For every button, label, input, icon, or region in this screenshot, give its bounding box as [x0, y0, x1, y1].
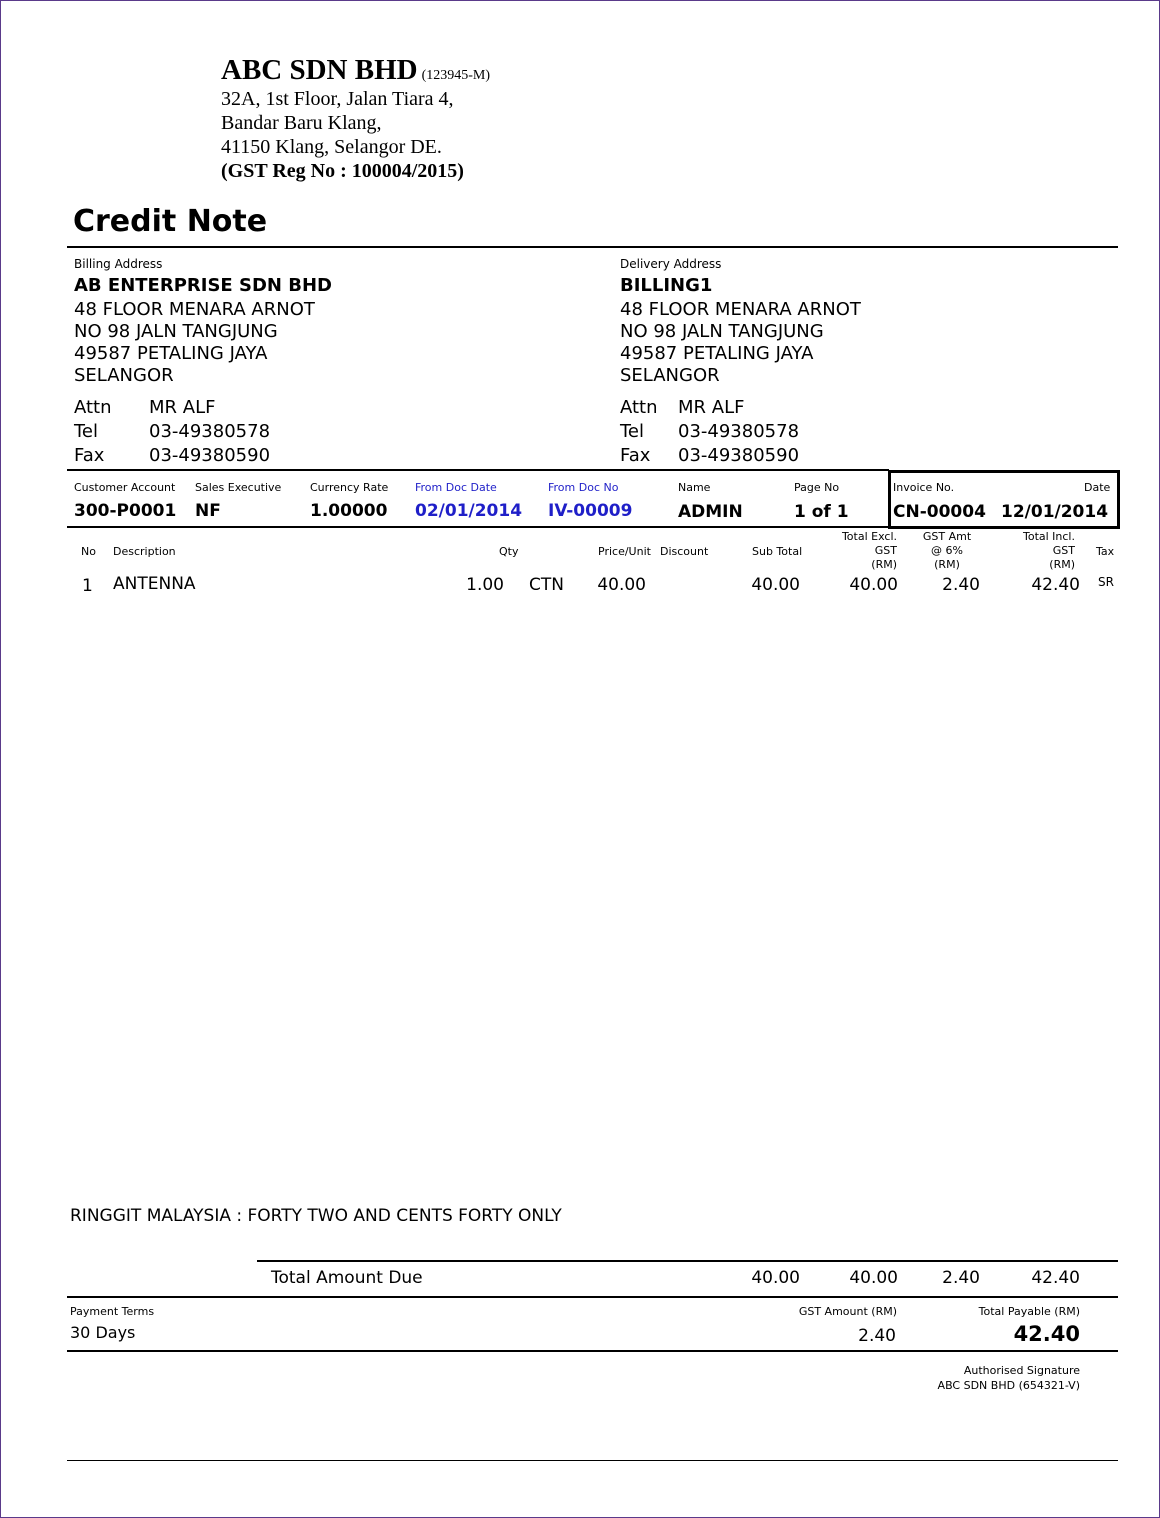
- billing-line1: 48 FLOOR MENARA ARNOT: [74, 299, 315, 320]
- billing-line4: SELANGOR: [74, 365, 174, 386]
- row-description: ANTENNA: [113, 574, 196, 594]
- col-total-excl-line1: Total Excl.: [841, 530, 897, 543]
- total-incl-gst: 42.40: [1031, 1268, 1080, 1288]
- col-total-incl-line2: GST: [1052, 544, 1075, 557]
- company-name: ABC SDN BHD: [221, 54, 418, 86]
- company-address-line2: Bandar Baru Klang,: [221, 112, 382, 134]
- invoice-no: CN-00004: [893, 502, 986, 522]
- company-address-line3: 41150 Klang, Selangor DE.: [221, 136, 442, 158]
- invoice-no-label: Invoice No.: [893, 481, 955, 494]
- billing-tel-label: Tel: [74, 421, 99, 442]
- from-doc-no-label: From Doc No: [548, 481, 619, 494]
- totals-bottom-divider: [67, 1296, 1118, 1298]
- gst-amount-label: GST Amount (RM): [798, 1305, 897, 1318]
- company-reg-no: (123945-M): [421, 68, 491, 83]
- total-payable: 42.40: [1013, 1322, 1080, 1346]
- delivery-line3: 49587 PETALING JAYA: [620, 343, 814, 364]
- total-gst-amt: 2.40: [942, 1268, 980, 1288]
- col-total-incl: [1000, 530, 1075, 572]
- delivery-line2: NO 98 JALN TANGJUNG: [620, 321, 824, 342]
- delivery-tel-label: Tel: [620, 421, 645, 442]
- company-gst-reg: (GST Reg No : 100004/2015): [221, 160, 464, 182]
- row-price-unit: 40.00: [597, 575, 646, 595]
- authorised-signature-label: Authorised Signature: [963, 1364, 1080, 1377]
- col-qty: Qty: [499, 545, 519, 558]
- sales-exec-label: Sales Executive: [195, 481, 282, 494]
- col-gst-amt-line2: @ 6%: [931, 544, 963, 557]
- total-excl-gst: 40.00: [849, 1268, 898, 1288]
- delivery-line1: 48 FLOOR MENARA ARNOT: [620, 299, 861, 320]
- row-tax: SR: [1098, 575, 1114, 589]
- row-total-excl: 40.00: [849, 575, 898, 595]
- footer-divider: [67, 1350, 1118, 1352]
- date-label: Date: [1084, 481, 1111, 494]
- col-discount: Discount: [660, 545, 709, 558]
- col-total-excl: [820, 530, 897, 572]
- col-gst-amt: [912, 530, 982, 572]
- signature-line: [67, 1460, 1118, 1461]
- billing-line3: 49587 PETALING JAYA: [74, 343, 268, 364]
- info-top-divider: [67, 469, 889, 471]
- col-description: Description: [113, 545, 176, 558]
- company-header: [221, 54, 490, 87]
- delivery-address-label: Delivery Address: [620, 257, 722, 271]
- payment-terms: 30 Days: [70, 1323, 136, 1342]
- from-doc-date: 02/01/2014: [415, 501, 523, 521]
- sales-exec: NF: [195, 501, 221, 521]
- billing-attn-label: Attn: [74, 397, 112, 418]
- row-sub-total: 40.00: [751, 575, 800, 595]
- title-divider: [67, 246, 1118, 248]
- col-gst-amt-line3: (RM): [934, 558, 960, 571]
- delivery-name: BILLING1: [620, 275, 713, 296]
- signature-company: ABC SDN BHD (654321-V): [937, 1379, 1080, 1392]
- col-sub-total: Sub Total: [752, 545, 803, 558]
- gst-amount: 2.40: [858, 1326, 896, 1346]
- name-label: Name: [678, 481, 711, 494]
- col-tax: Tax: [1096, 545, 1115, 558]
- amount-in-words: RINGGIT MALAYSIA : FORTY TWO AND CENTS FORTY ONLY: [70, 1206, 562, 1226]
- col-total-excl-line2: GST: [874, 544, 897, 557]
- row-qty: 1.00: [466, 575, 504, 595]
- customer-account-label: Customer Account: [74, 481, 176, 494]
- row-uom: CTN: [529, 575, 564, 595]
- billing-attn: MR ALF: [149, 397, 216, 418]
- from-doc-no: IV-00009: [548, 501, 633, 521]
- currency-rate: 1.00000: [310, 501, 388, 521]
- info-bottom-divider: [67, 526, 1118, 528]
- payment-terms-label: Payment Terms: [70, 1305, 155, 1318]
- date-value: 12/01/2014: [1001, 502, 1109, 522]
- row-no: 1: [82, 576, 93, 596]
- delivery-attn: MR ALF: [678, 397, 745, 418]
- delivery-line4: SELANGOR: [620, 365, 720, 386]
- col-total-incl-line3: (RM): [1049, 558, 1075, 571]
- col-total-excl-line3: (RM): [871, 558, 897, 571]
- col-price-unit: Price/Unit: [598, 545, 651, 558]
- billing-name: AB ENTERPRISE SDN BHD: [74, 275, 332, 296]
- total-amount-due-label: Total Amount Due: [271, 1268, 423, 1288]
- col-total-incl-line1: Total Incl.: [1022, 530, 1075, 543]
- currency-rate-label: Currency Rate: [310, 481, 389, 494]
- row-gst-amt: 2.40: [942, 575, 980, 595]
- delivery-fax: 03-49380590: [678, 445, 800, 466]
- document-title: Credit Note: [73, 204, 268, 239]
- billing-line2: NO 98 JALN TANGJUNG: [74, 321, 278, 342]
- total-payable-label: Total Payable (RM): [978, 1305, 1080, 1318]
- delivery-attn-label: Attn: [620, 397, 658, 418]
- page-no-label: Page No: [794, 481, 840, 494]
- name-value: ADMIN: [678, 502, 743, 522]
- delivery-tel: 03-49380578: [678, 421, 800, 442]
- delivery-fax-label: Fax: [620, 445, 651, 466]
- billing-fax: 03-49380590: [149, 445, 271, 466]
- billing-tel: 03-49380578: [149, 421, 271, 442]
- page-no: 1 of 1: [794, 502, 849, 522]
- col-no: No: [81, 545, 96, 558]
- totals-top-divider: [257, 1260, 1118, 1262]
- total-sub-total: 40.00: [751, 1268, 800, 1288]
- billing-fax-label: Fax: [74, 445, 105, 466]
- col-gst-amt-line1: GST Amt: [922, 530, 972, 543]
- from-doc-date-label: From Doc Date: [415, 481, 497, 494]
- row-total-incl: 42.40: [1031, 575, 1080, 595]
- company-address-line1: 32A, 1st Floor, Jalan Tiara 4,: [221, 88, 454, 110]
- customer-account: 300-P0001: [74, 501, 177, 521]
- billing-address-label: Billing Address: [74, 257, 163, 271]
